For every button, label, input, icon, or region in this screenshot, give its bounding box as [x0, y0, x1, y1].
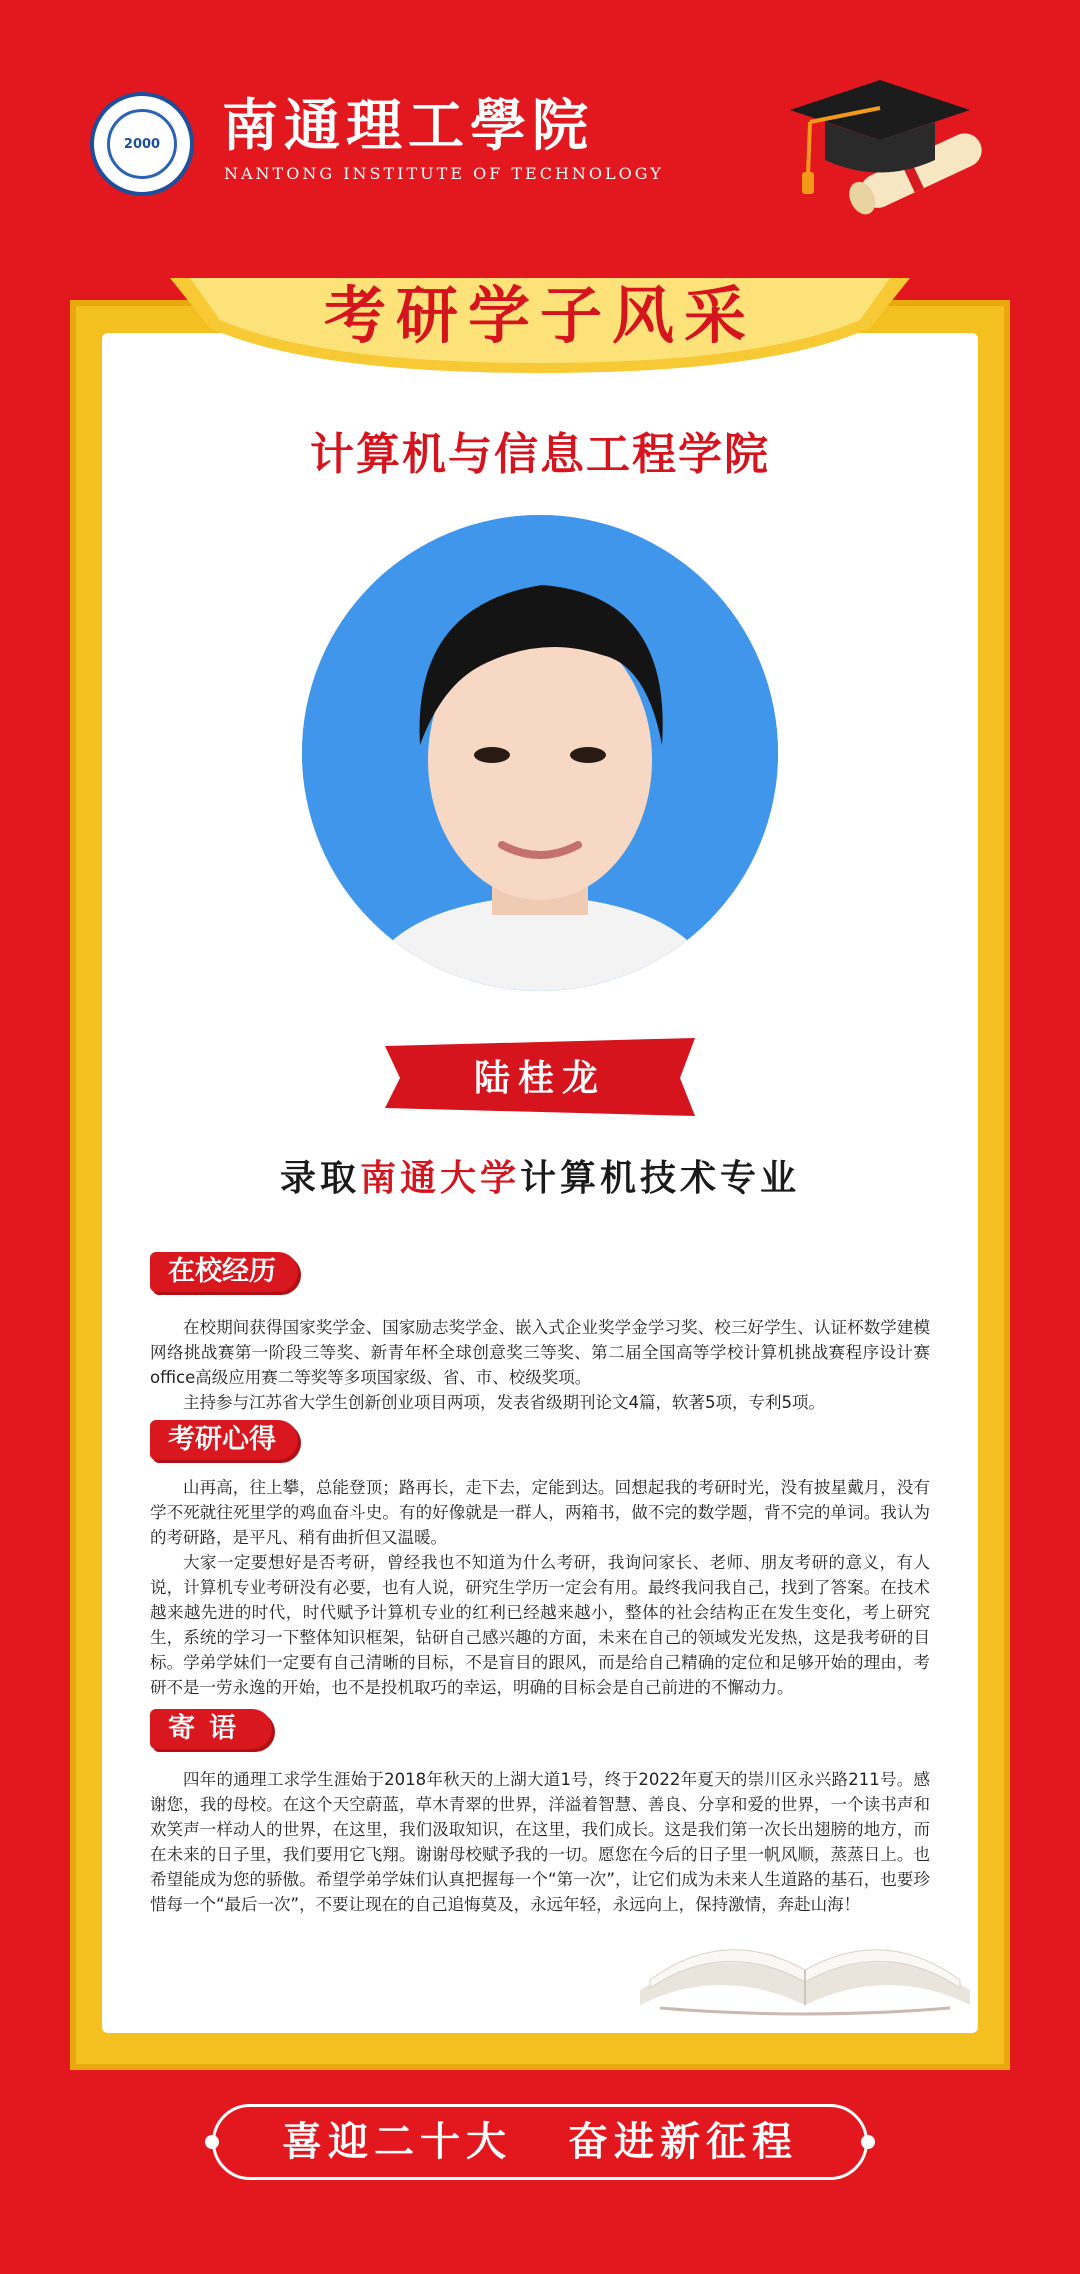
section-title-message: 寄语 — [150, 1709, 272, 1749]
school-name-cn: 南通理工學院 — [222, 93, 594, 159]
portrait-illustration — [302, 515, 778, 991]
paragraph: 四年的通理工求学生涯始于2018年秋天的上湖大道1号，终于2022年夏天的崇川区永兴路211号。感谢您，我的母校。在这个天空蔚蓝，草木青翠的世界，洋溢着智慧、善良、分享和爱的世界，一个读书声和欢笑声一样动人的世界，在这里，我们汲取知识，在这里，我们成长。这是我们第一次长出翅膀的地方，而在未来的日子里，我们要用它飞翔。谢谢母校赋予我的一切。愿您在今后的日子里一帆风顺，蒸蒸日上。也希望能成为您的骄傲。希望学弟学妹们认真把握每一个“第一次”，让它们成为未来人生道路的基石，也要珍惜每一个“最后一次”，不要让现在的自己追悔莫及，永远年轻，永远向上，保持激情，奔赴山海！ — [150, 1770, 930, 1914]
college-name: 计算机与信息工程学院 — [310, 429, 770, 480]
section-title-experience: 在校经历 — [150, 1252, 298, 1292]
logo-emblem — [107, 109, 177, 179]
admission-major: 计算机技术专业 — [520, 1157, 801, 1199]
section-title-insights: 考研心得 — [150, 1420, 298, 1460]
paragraph: 大家一定要想好是否考研，曾经我也不知道为什么考研，我询问家长、老师、朋友考研的意义，有人说，计算机专业考研没有必要，也有人说，研究生学历一定会有用。最终我问我自己，找到了答案。在技术越来越先进的时代，时代赋予计算机专业的红利已经越来越小，整体的社会结构正在发生变化，考上研究生，系统的学习一下整体知识框架，钻研自己感兴趣的方面，未来在自己的领域发光发热，这是我考研的目标。学弟学妹们一定要有自己清晰的目标，不是盲目的跟风，而是给自己精确的定位和足够开始的理由，考研不是一劳永逸的开始，也不是投机取巧的幸运，明确的目标会是自己前进的不懈动力。 — [150, 1553, 930, 1697]
admission-school: 南通大学 — [359, 1157, 520, 1199]
section-body-insights — [150, 1475, 930, 1700]
footer-slogan — [212, 2112, 868, 2172]
paragraph: 主持参与江苏省大学生创新创业项目两项，发表省级期刊论文4篇，软著5项，专利5项。 — [183, 1393, 825, 1412]
open-book-icon — [630, 1870, 980, 2020]
paragraph: 山再高，往上攀，总能登顶；路再长，走下去，定能到达。回想起我的考研时光，没有披星戴月，没有学不死就往死里学的鸡血奋斗史。有的好像就是一群人，两箱书，做不完的数学题，背不完的单词。我认为的考研路，是平凡、稍有曲折但又温暖。 — [150, 1478, 930, 1547]
student-name: 陆桂龙 — [473, 1057, 606, 1099]
school-name-en: NANTONG INSTITUTE OF TECHNOLOGY — [224, 164, 664, 183]
admission-prefix: 录取 — [279, 1157, 360, 1199]
logo-year: 2000 — [123, 136, 161, 152]
student-photo — [302, 515, 778, 991]
section-body-experience — [150, 1315, 930, 1415]
slogan-left: 喜迎二十大 — [282, 2119, 512, 2165]
admission-line — [102, 1150, 978, 1201]
graduation-cap-icon — [770, 60, 990, 240]
banner-title: 考研学子风采 — [323, 279, 756, 352]
slogan-right: 奋进新征程 — [568, 2119, 798, 2165]
school-logo — [90, 92, 194, 196]
paragraph: 在校期间获得国家奖学金、国家励志奖学金、嵌入式企业奖学金学习奖、校三好学生、认证杯数学建模网络挑战赛第一阶段三等奖、新青年杯全球创意奖三等奖、第二届全国高等学校计算机挑战赛程序设计赛office高级应用赛二等奖等多项国家级、省、市、校级奖项。 — [150, 1318, 930, 1387]
